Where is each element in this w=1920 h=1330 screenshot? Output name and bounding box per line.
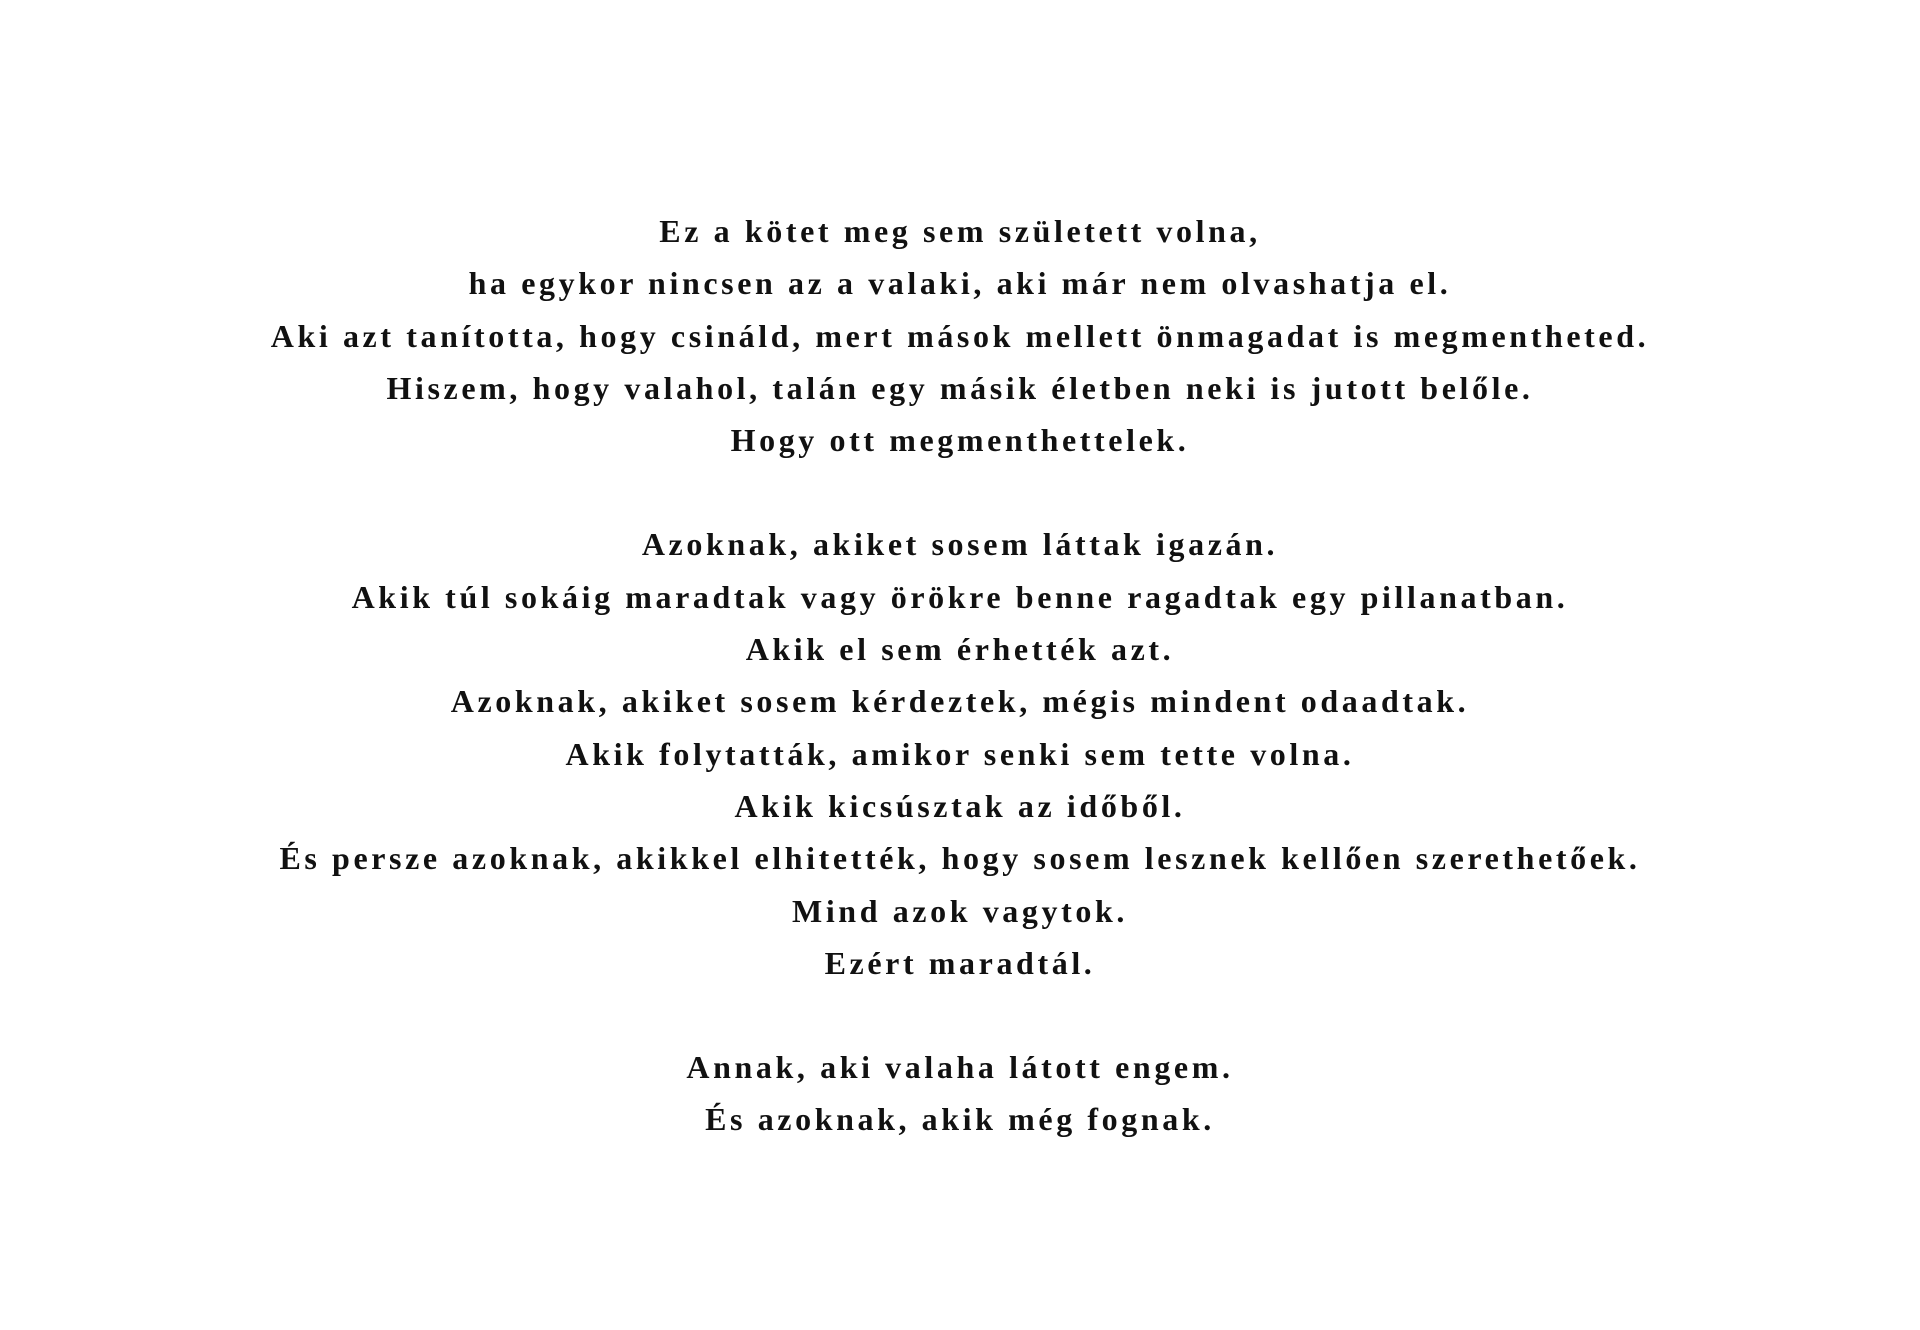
dedication-line: És persze azoknak, akikkel elhitették, hogy sosem lesznek kellően szerethetőek. bbox=[279, 840, 1641, 877]
dedication-line: Akik el sem érhették azt. bbox=[745, 631, 1175, 668]
dedication-line: Hogy ott megmenthettelek. bbox=[730, 422, 1190, 459]
stanza-3 bbox=[0, 1041, 1920, 1146]
dedication-line: Azoknak, akiket sosem láttak igazán. bbox=[641, 526, 1279, 563]
dedication-line: És azoknak, akik még fognak. bbox=[705, 1101, 1215, 1138]
dedication-line: Ez a kötet meg sem született volna, bbox=[659, 213, 1261, 249]
stanza-1 bbox=[0, 205, 1920, 466]
dedication-line: Annak, aki valaha látott engem. bbox=[686, 1049, 1234, 1086]
dedication-line: Azoknak, akiket sosem kérdeztek, mégis mindent odaadtak. bbox=[450, 683, 1470, 720]
dedication-line: Akik túl sokáig maradtak vagy örökre benne ragadtak egy pillanatban. bbox=[351, 578, 1569, 615]
dedication-line: Aki azt tanította, hogy csináld, mert mások mellett önmagadat is megmentheted. bbox=[270, 317, 1650, 354]
dedication-line: Hiszem, hogy valahol, talán egy másik életben neki is jutott belőle. bbox=[386, 369, 1534, 406]
dedication-line: Ezért maradtál. bbox=[824, 944, 1096, 981]
dedication-line: Akik kicsúsztak az időből. bbox=[734, 787, 1186, 824]
stanza-2 bbox=[0, 518, 1920, 989]
dedication-line: Mind azok vagytok. bbox=[792, 892, 1128, 929]
dedication-text bbox=[0, 205, 1920, 1146]
dedication-line: Akik folytatták, amikor senki sem tette volna. bbox=[565, 735, 1355, 772]
dedication-line: ha egykor nincsen az a valaki, aki már nem olvashatja el. bbox=[468, 265, 1452, 302]
